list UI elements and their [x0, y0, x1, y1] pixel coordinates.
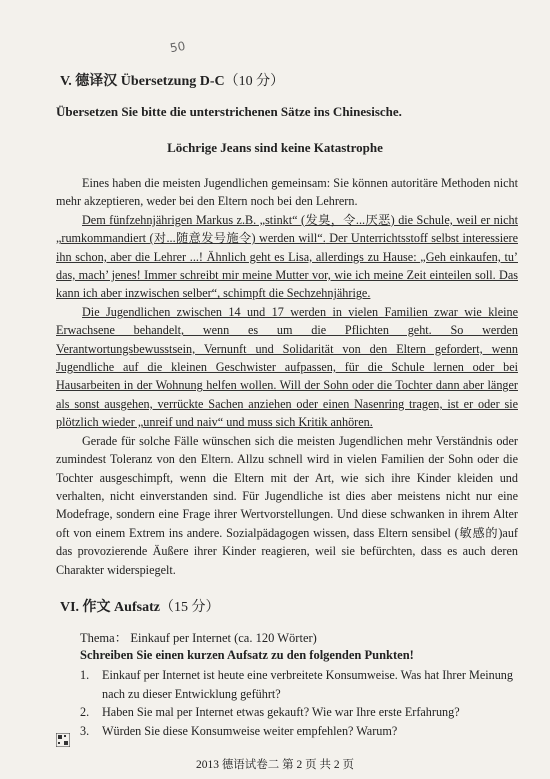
section-6-heading: [60, 596, 219, 616]
paragraph-3: [56, 303, 518, 432]
paragraph-4: Gerade für solche Fälle wünschen sich die meisten Jugendlichen mehr Verständnis oder zumindest Toleranz von den Eltern. Allzu schnell wird in vielen Familien der Sohn oder die Tochter ausgeschimpft, wenn die Eltern mit der Art, wie sich ihre Kinder kleiden und verhalten, nicht einverstanden sind. Für Jugendliche ist dies aber meistens nicht nur eine Modefrage, sondern eine Frage ihrer Wertvorstellungen. Und diese schwanken in ihrem Alter oft von einem Extrem ins andere. Sozialpädagogen wissen, dass Eltern sensibel (敏感的)auf das provozierende Äußere ihrer Kinder reagieren, weil sie befürchten, dass es auch deren Charakter widerspiegelt.: [56, 433, 518, 577]
paragraph-2: [56, 211, 518, 303]
list-item: 1. Einkauf per Internet ist heute eine verbreitete Konsumweise. Was hat Ihrer Meinung nach zu dieser Entwicklung geführt?: [80, 668, 513, 701]
article-title: Löchrige Jeans sind keine Katastrophe: [167, 140, 383, 155]
underlined-sentence-2: Die Jugendlichen zwischen 14 und 17 werden in vielen Familien zwar wie kleine Erwachsene behandelt, wenn es um die Pflichten geht. So werden Verantwortungsbewusstsein, Vernunft und Solidarität von den Eltern gefordert, wenn Jugendliche auf die kleinen Geschwister aufpassen, für die Schule lernen oder bei Hausarbeiten in der Wohnung helfen wollen. Will der Sohn oder die Tochter dann aber länger als sonst ausgehen, verrückte Sachen anziehen oder einen Nasenring tragen, ist er oder sie plötzlich wieder „unreif und naiv“ und muss sich Kritik anhören.: [56, 304, 518, 430]
list-item: 3. Würden Sie diese Konsumweise weiter empfehlen? Warum?: [80, 723, 398, 738]
section-5-title: V. 德译汉 Übersetzung D-C: [60, 74, 225, 89]
section-6-points: （15 分）: [159, 600, 220, 615]
essay-points-list: [80, 666, 520, 740]
essay-instruction: Schreiben Sie einen kurzen Aufsatz zu den folgenden Punkten!: [80, 648, 414, 662]
section-6-title: VI. 作文 Aufsatz: [60, 600, 160, 615]
list-item: 2. Haben Sie mal per Internet etwas gekauft? Wie war Ihre erste Erfahrung?: [80, 705, 460, 719]
handwritten-score: 50: [168, 38, 187, 56]
underlined-sentence-1: Dem fünfzehnjährigen Markus z.B. „stinkt“ (发臭，令...厌恶) die Schule, weil er nicht „rumkommandiert (对...随意发号施令) werden will“.: [56, 212, 518, 246]
translation-instruction: Übersetzen Sie bitte die unterstrichenen Sätze ins Chinesische.: [56, 104, 402, 119]
page-footer: 2013 德语试卷二 第 2 页 共 2 页: [195, 759, 355, 771]
essay-topic: Thema： Einkauf per Internet (ca. 120 Wörter): [80, 631, 317, 645]
article-text: [56, 174, 518, 579]
section-5-points: （10 分）: [224, 74, 285, 89]
section-5-heading: [60, 70, 284, 90]
paragraph-1: Eines haben die meisten Jugendlichen gemeinsam: Sie können autoritäre Methoden nicht mehr akzeptieren, weder bei den Eltern noch bei den Lehrern.: [56, 176, 518, 209]
paragraph-2-rest: Der Unterrichtsstoff selbst interessiere ihn schon, aber die Lehrer ...! Ähnlich geht es Lisa, allerdings zu Hause: „Geh einkaufen, tu’ das, mach’ jenes! Immer schreibt mir meine Mutter vor, wie ich meine Zeit einteilen soll. Das kann ich aber inzwischen selber“, schimpft die Sechzehnjährige.: [56, 231, 518, 301]
scan-mark-icon: [56, 733, 70, 747]
